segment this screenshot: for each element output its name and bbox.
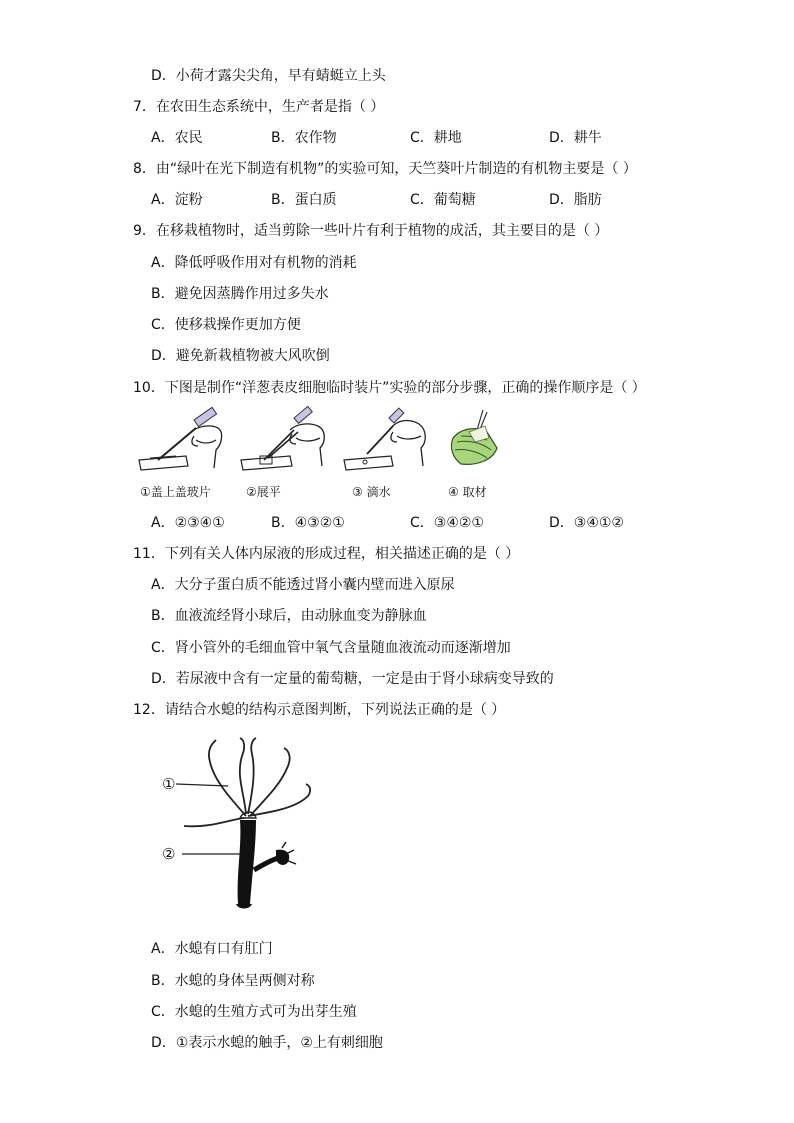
q9-option-a: A．降低呼吸作用对有机物的消耗	[151, 255, 357, 271]
q10-stem: 10．下图是制作“洋葱表皮细胞临时装片”实验的部分步骤，正确的操作顺序是（ ）	[133, 380, 646, 396]
q8-option-b: B．蛋白质	[271, 192, 337, 208]
q12-label-1: ①	[162, 775, 176, 793]
q9-option-c: C．使移栽操作更加方便	[151, 317, 301, 333]
q10-option-b: B．④③②①	[271, 515, 345, 531]
q7-stem: 7．在农田生态系统中，生产者是指（ ）	[133, 99, 385, 115]
q7-option-c: C．耕地	[410, 130, 462, 146]
q6-option-d: D．小荷才露尖尖角，早有蜻蜓立上头	[151, 68, 386, 84]
q10-option-d: D．③④①②	[549, 515, 624, 531]
q12-hydra-structure-diagram	[160, 736, 330, 916]
q7-option-a: A．农民	[151, 130, 203, 146]
q8-option-c: C．葡萄糖	[410, 192, 476, 208]
q12-option-b: B．水螅的身体呈两侧对称	[151, 973, 315, 989]
q10-option-a: A．②③④①	[151, 515, 225, 531]
q12-stem: 12．请结合水螅的结构示意图判断，下列说法正确的是（ ）	[133, 702, 506, 718]
q10-step-4-take-material-illustration	[447, 408, 503, 474]
q7-option-b: B．农作物	[271, 130, 337, 146]
q11-option-b: B．血液流经肾小球后，由动脉血变为静脉血	[151, 608, 427, 624]
q10-caption-2: ②展平	[246, 485, 281, 499]
q10-option-c: C．③④②①	[410, 515, 484, 531]
q11-option-c: C．肾小管外的毛细血管中氧气含量随血液流动而逐渐增加	[151, 640, 511, 656]
q9-stem: 9．在移栽植物时，适当剪除一些叶片有利于植物的成活，其主要目的是（ ）	[133, 223, 609, 239]
q12-option-c: C．水螅的生殖方式可为出芽生殖	[151, 1004, 357, 1020]
q11-stem: 11．下列有关人体内尿液的形成过程，相关描述正确的是（ ）	[133, 546, 520, 562]
q10-caption-3: ③ 滴水	[352, 485, 391, 499]
q11-option-d: D．若尿液中含有一定量的葡萄糖，一定是由于肾小球病变导致的	[151, 671, 554, 687]
q9-option-d: D．避免新栽植物被大风吹倒	[151, 348, 330, 364]
q8-options	[0, 191, 794, 209]
q10-caption-4: ④ 取材	[448, 485, 487, 499]
q12-option-a: A．水螅有口有肛门	[151, 941, 273, 957]
q10-caption-1: ①盖上盖玻片	[140, 485, 211, 499]
q7-options	[0, 129, 794, 147]
q8-option-a: A．淀粉	[151, 192, 203, 208]
q12-option-d: D．①表示水螅的触手，②上有刺细胞	[151, 1035, 383, 1051]
q11-option-a: A．大分子蛋白质不能透过肾小囊内壁而进入原尿	[151, 577, 455, 593]
q8-option-d: D．脂肪	[549, 192, 602, 208]
q12-label-2: ②	[162, 845, 176, 863]
q10-step-1-cover-slip-illustration	[136, 410, 228, 474]
q10-step-2-flatten-illustration	[238, 410, 330, 474]
q7-option-d: D．耕牛	[549, 130, 602, 146]
q10-options	[0, 514, 794, 532]
q8-stem: 8．由“绿叶在光下制造有机物”的实验可知，天竺葵叶片制造的有机物主要是（ ）	[133, 161, 637, 177]
q9-option-b: B．避免因蒸腾作用过多失水	[151, 286, 329, 302]
q10-step-3-drip-water-illustration	[341, 410, 433, 474]
